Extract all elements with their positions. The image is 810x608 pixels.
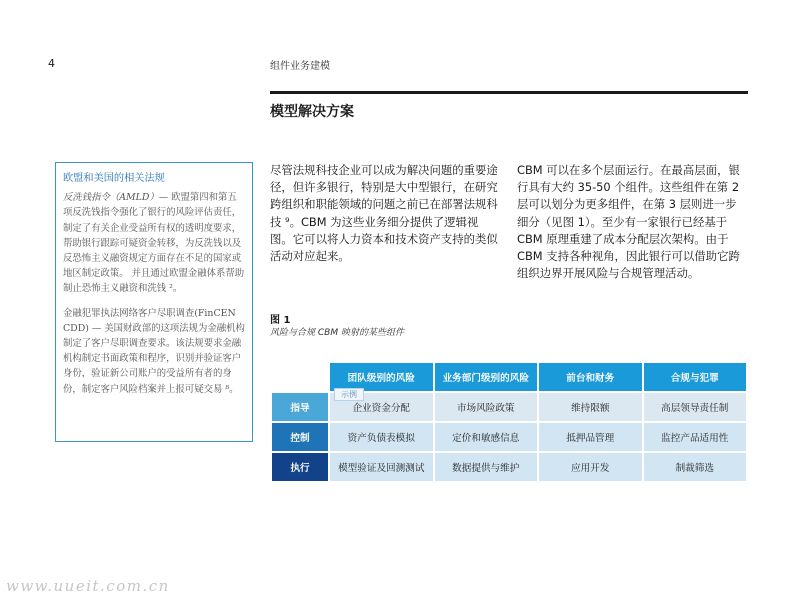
column-header: 合规与犯罪 bbox=[644, 363, 747, 391]
body-paragraph-2: CBM 可以在多个层面运行。在最高层面，银行具有大约 35-50 个组件。这些组件在第 2 层可以划分为更多组件，在第 3 层则进一步细分（见图 1）。至少有一家银行已经基于 CBM 原理重建了成本分配层次架构。由于 CBM 支持各种视角，因此银行可以借助它跨组织边界开展风险与合规管理活动。 bbox=[517, 163, 740, 281]
sidebar-heading: 欧盟和美国的相关法规 bbox=[63, 173, 165, 184]
table-cell: 监控产品适用性 bbox=[644, 423, 747, 451]
table-cell-text: 企业资金分配 bbox=[352, 403, 411, 414]
running-head: 组件业务建模 bbox=[270, 61, 330, 72]
table-cell: 高层领导责任制 bbox=[644, 393, 747, 421]
row-header: 执行 bbox=[272, 453, 328, 481]
table-cell: 抵押品管理 bbox=[539, 423, 642, 451]
page-number: 4 bbox=[48, 57, 55, 70]
body-column-2 bbox=[517, 162, 747, 282]
table-cell: 定价和敏感信息 bbox=[435, 423, 538, 451]
table-cell: 资产负债表模拟 bbox=[330, 423, 433, 451]
sidebar-paragraph-amld bbox=[63, 190, 245, 296]
table-cell: 维持限额 bbox=[539, 393, 642, 421]
figure-label: 图 1 bbox=[270, 315, 291, 326]
row-header: 控制 bbox=[272, 423, 328, 451]
site-watermark: www.uueit.com.cn bbox=[6, 577, 170, 595]
body-column-1 bbox=[270, 162, 500, 265]
table-cell: 数据提供与维护 bbox=[435, 453, 538, 481]
sidebar-regulations-box bbox=[55, 162, 253, 442]
table-header-row bbox=[272, 363, 746, 391]
column-header: 团队级别的风险 bbox=[330, 363, 433, 391]
table-cell: 市场风险政策 bbox=[435, 393, 538, 421]
figure-caption: 风险与合规 CBM 映射的某些组件 bbox=[270, 328, 404, 338]
table-row bbox=[272, 423, 746, 451]
row-header: 指导 bbox=[272, 393, 328, 421]
cbm-component-table bbox=[270, 361, 748, 483]
sidebar-amld-text: — 欧盟第四和第五项反洗钱指令强化了银行的风险评估责任，制定了有关企业受益所有权的透明度要求，帮助银行跟踪可疑资金转移，为反洗钱以及反恐怖主义融资规定方面存在不足的国家或地区制定政策。 并且通过欧盟金融体系帮助制止恐怖主义融资和洗钱 ²。 bbox=[63, 192, 245, 295]
column-header: 业务部门级别的风险 bbox=[435, 363, 538, 391]
table-cell: 制裁筛选 bbox=[644, 453, 747, 481]
sidebar-amld-term: 反洗钱指令（AMLD） bbox=[63, 192, 159, 204]
body-paragraph-1: 尽管法规科技企业可以成为解决问题的重要途径，但许多银行，特别是大中型银行，在研究跨组织和职能领域的问题之前已在部署法规科技 ⁹。CBM 为这些业务细分提供了逻辑视图。它可以将人力资本和技术资产支持的类似活动对应起来。 bbox=[270, 163, 498, 264]
column-header: 前台和财务 bbox=[539, 363, 642, 391]
sidebar-paragraph-fincen: 金融犯罪执法网络客户尽职调查(FinCEN CDD) — 美国财政部的这项法规为金融机构制定了客户尽职调查要求。该法规要求金融机构制定书面政策和程序，识别并验证客户身份，验证新公司账户的受益所有者的身份，制定客户风险档案并上报可疑交易 ⁸。 bbox=[63, 307, 245, 395]
table-corner bbox=[272, 363, 328, 391]
title-rule bbox=[270, 91, 748, 94]
section-title: 模型解决方案 bbox=[270, 104, 354, 120]
table-cell bbox=[330, 390, 433, 421]
table-cell: 模型验证及回测测试 bbox=[330, 453, 433, 481]
table-row bbox=[272, 453, 746, 481]
table-cell: 应用开发 bbox=[539, 453, 642, 481]
example-badge: 示例 bbox=[334, 388, 364, 401]
table-row bbox=[272, 393, 746, 421]
